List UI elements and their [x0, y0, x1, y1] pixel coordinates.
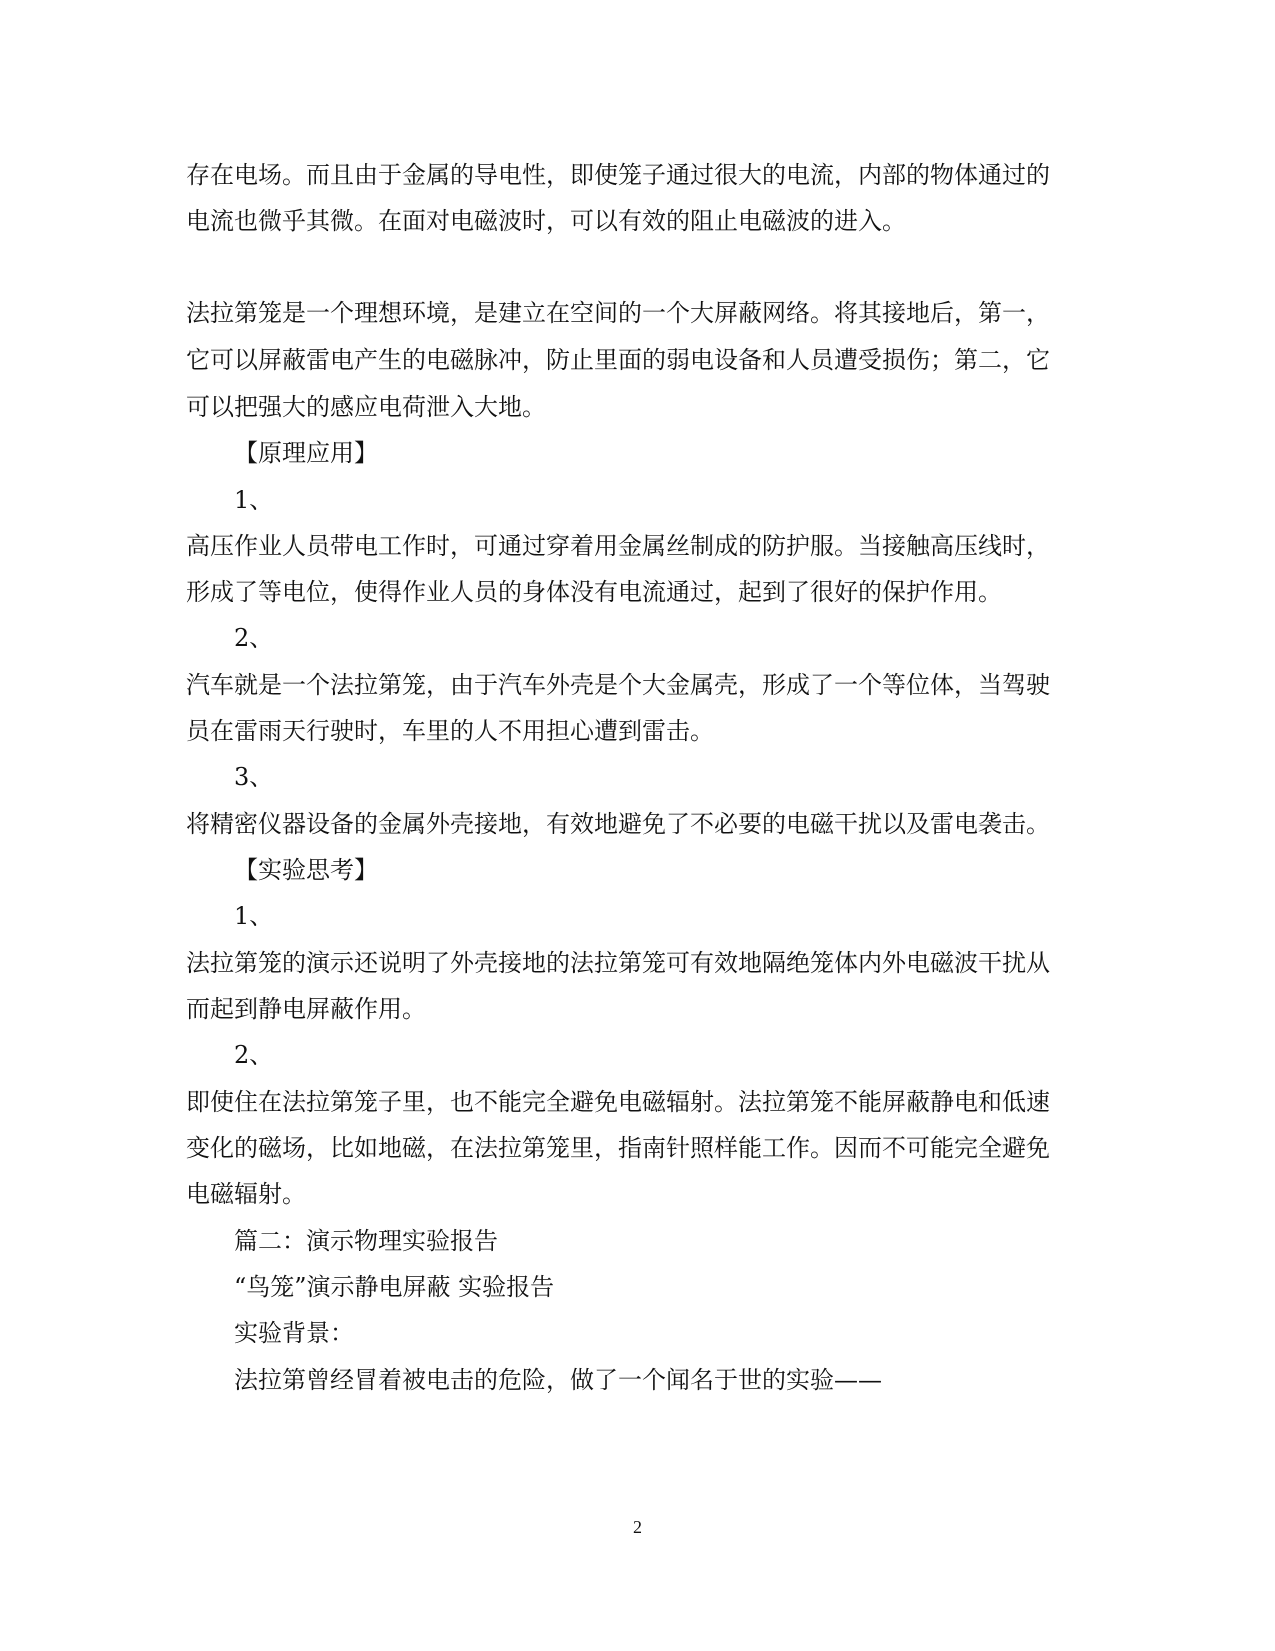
body-line: 高压作业人员带电工作时，可通过穿着用金属丝制成的防护服。当接触高压线时，	[186, 532, 1050, 560]
body-line: 将精密仪器设备的金属外壳接地，有效地避免了不必要的电磁干扰以及雷电袭击。	[186, 810, 1050, 838]
body-line: 员在雷雨天行驶时，车里的人不用担心遭到雷击。	[186, 717, 714, 745]
section-heading: 【实验思考】	[234, 856, 378, 884]
body-line: 形成了等电位，使得作业人员的身体没有电流通过，起到了很好的保护作用。	[186, 578, 1002, 606]
body-line: 可以把强大的感应电荷泄入大地。	[186, 393, 546, 421]
report-title: “鸟笼”演示静电屏蔽 实验报告	[234, 1273, 555, 1301]
body-line: 法拉第笼的演示还说明了外壳接地的法拉第笼可有效地隔绝笼体内外电磁波干扰从	[186, 949, 1050, 977]
body-line: 变化的磁场，比如地磁，在法拉第笼里，指南针照样能工作。因而不可能完全避免	[186, 1134, 1050, 1162]
body-line: 法拉第笼是一个理想环境，是建立在空间的一个大屏蔽网络。将其接地后，第一，	[186, 299, 1050, 327]
item-number: 2、	[234, 624, 274, 652]
body-line: 电磁辐射。	[186, 1180, 306, 1208]
item-number: 2、	[234, 1041, 274, 1069]
subsection-heading: 实验背景：	[234, 1319, 354, 1347]
page-number: 2	[633, 1517, 642, 1537]
body-line: 它可以屏蔽雷电产生的电磁脉冲，防止里面的弱电设备和人员遭受损伤；第二，它	[186, 346, 1050, 374]
part-heading: 篇二：演示物理实验报告	[234, 1227, 498, 1255]
body-line: 电流也微乎其微。在面对电磁波时，可以有效的阻止电磁波的进入。	[186, 207, 906, 235]
body-line: 即使住在法拉第笼子里，也不能完全避免电磁辐射。法拉第笼不能屏蔽静电和低速	[186, 1088, 1050, 1116]
section-heading: 【原理应用】	[234, 439, 378, 467]
body-line: 法拉第曾经冒着被电击的危险，做了一个闻名于世的实验——	[234, 1366, 882, 1394]
body-line: 存在电场。而且由于金属的导电性，即使笼子通过很大的电流，内部的物体通过的	[186, 161, 1050, 189]
body-line: 而起到静电屏蔽作用。	[186, 995, 426, 1023]
body-line: 汽车就是一个法拉第笼，由于汽车外壳是个大金属壳，形成了一个等位体，当驾驶	[186, 671, 1050, 699]
item-number: 1、	[234, 902, 274, 930]
item-number: 3、	[234, 763, 274, 791]
item-number: 1、	[234, 486, 274, 514]
